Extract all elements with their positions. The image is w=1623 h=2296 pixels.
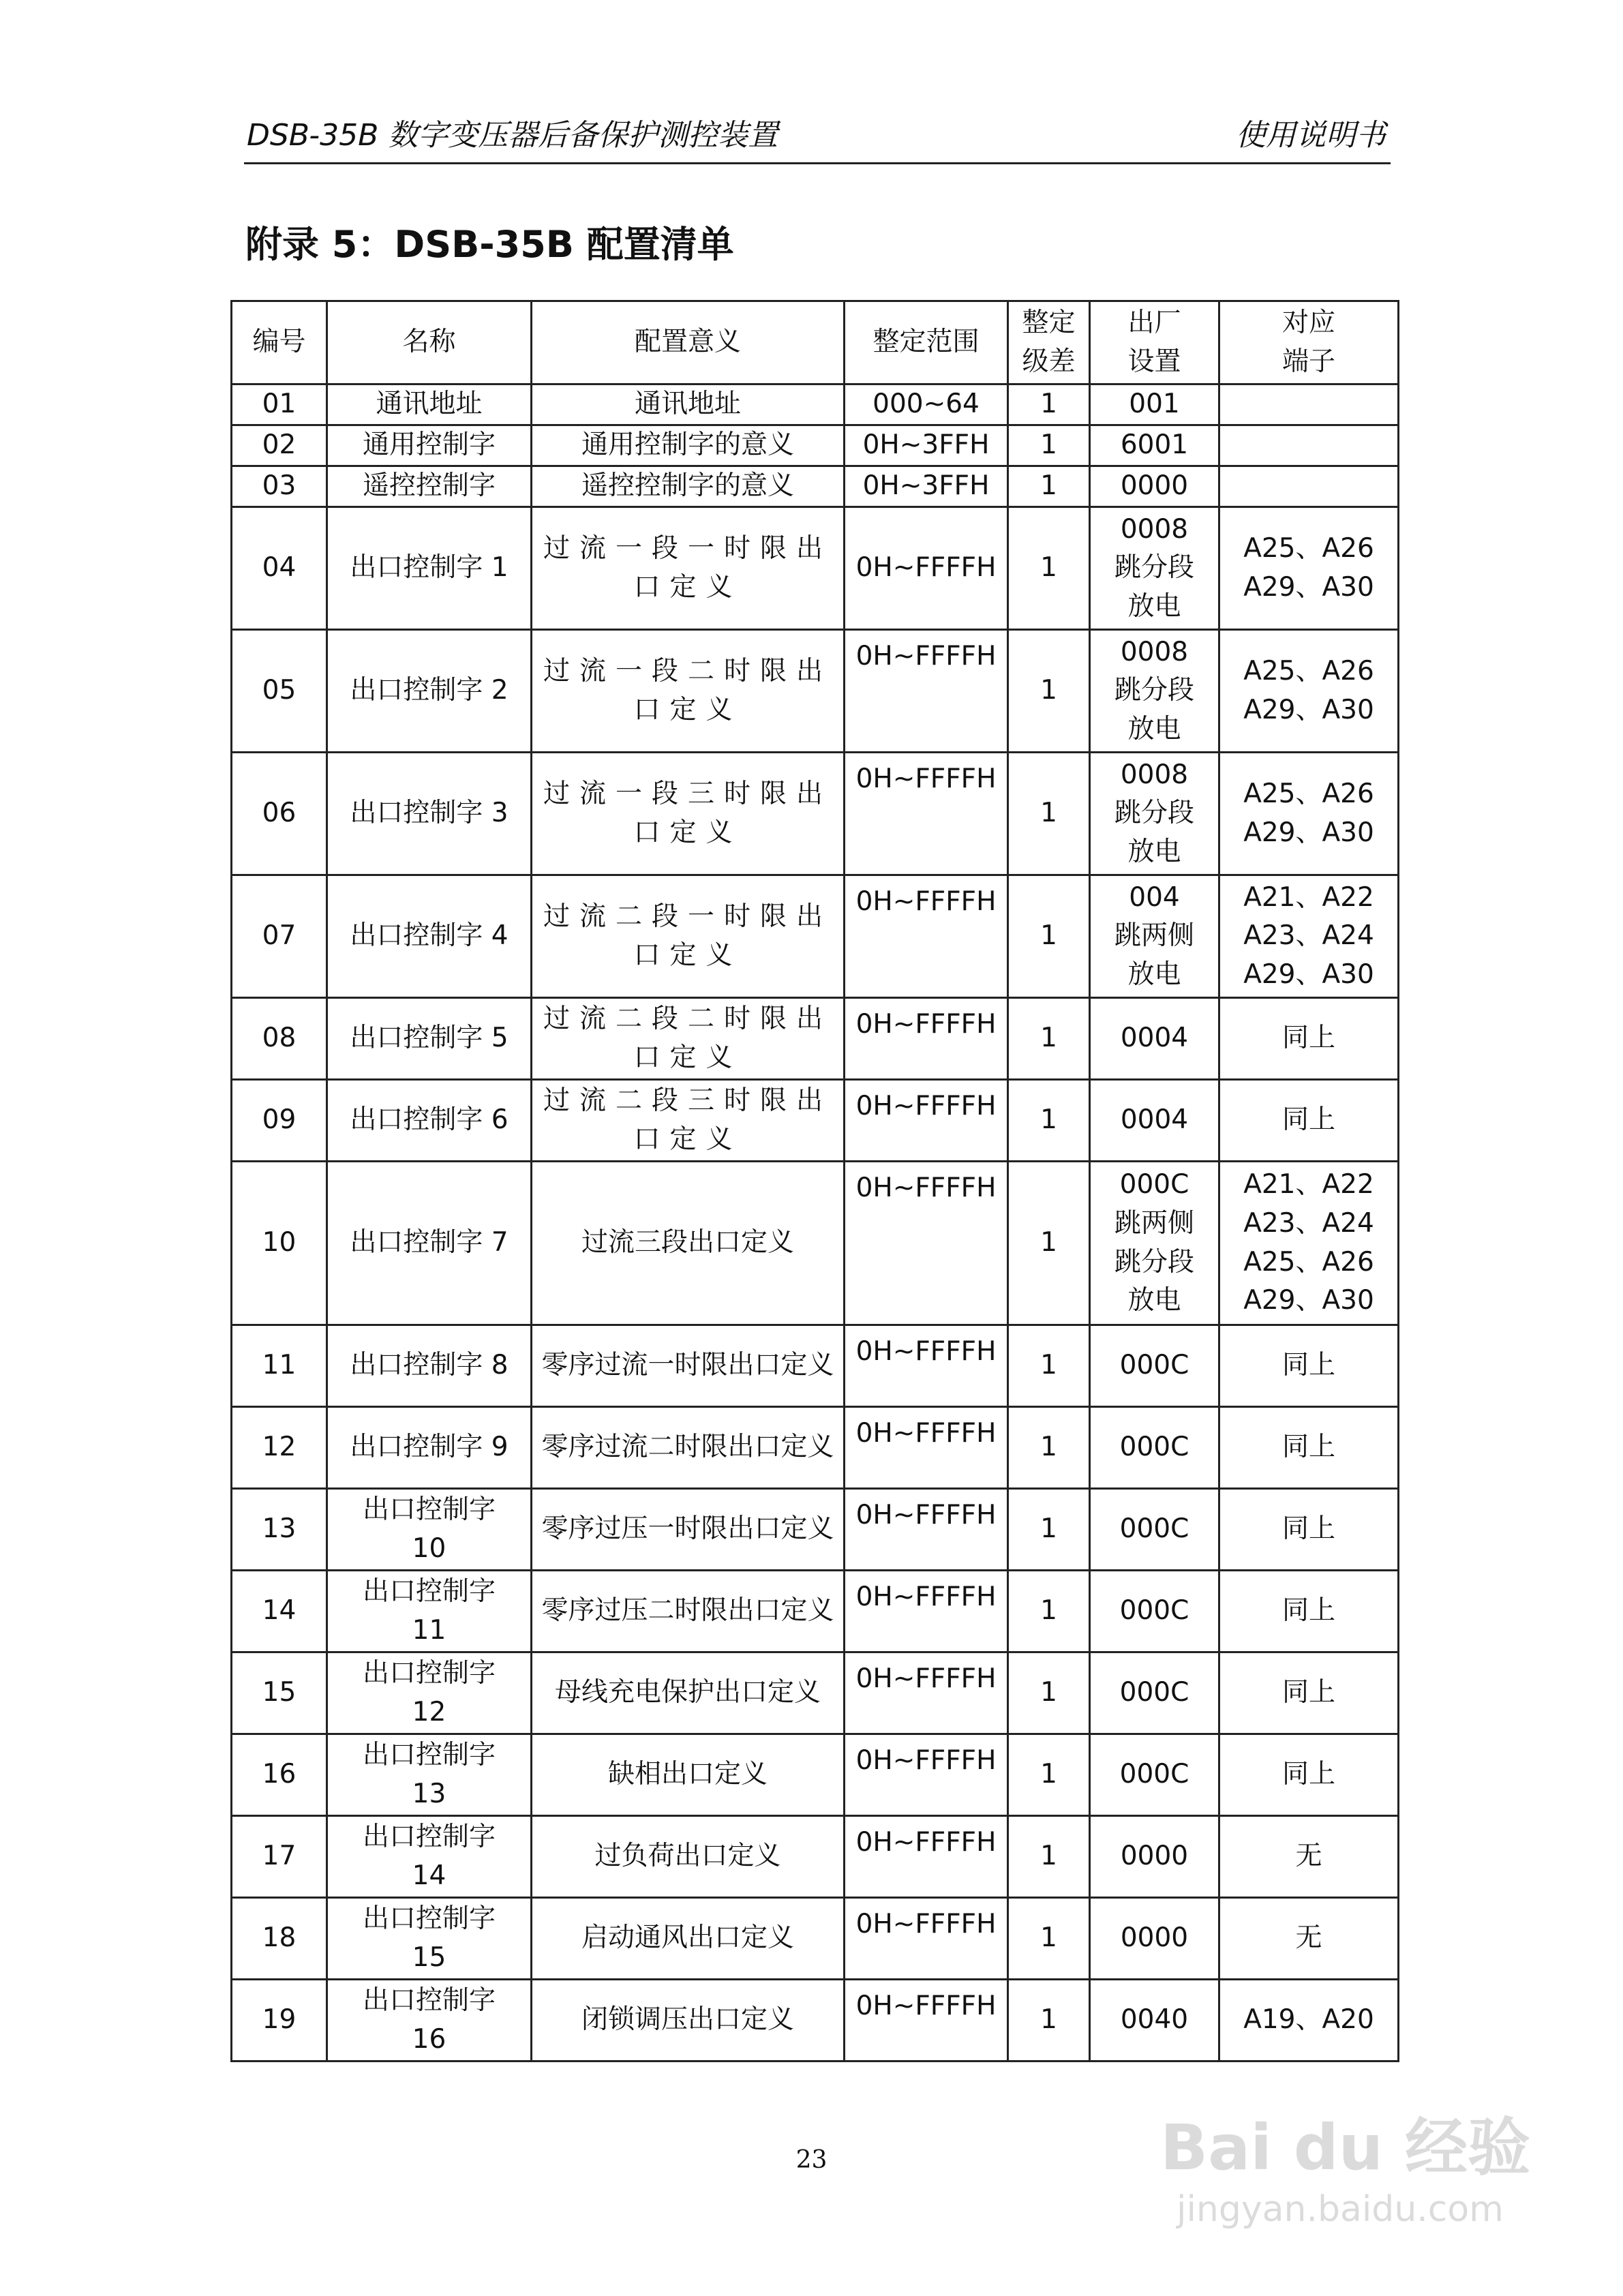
- cell-default: 0008 跳分段 放电: [1090, 507, 1219, 630]
- cell-no: 09: [232, 1080, 327, 1162]
- cell-no: 12: [232, 1407, 327, 1489]
- cell-terminal: 同上: [1219, 1734, 1399, 1816]
- cell-no: 15: [232, 1652, 327, 1734]
- cell-terminal: 同上: [1219, 1571, 1399, 1652]
- col-header-step: 整定 级差: [1008, 301, 1090, 384]
- cell-default: 004 跳两侧 放电: [1090, 875, 1219, 998]
- cell-no: 02: [232, 425, 327, 466]
- cell-step: 1: [1008, 1980, 1090, 2061]
- cell-meaning: 过流三段出口定义: [532, 1162, 845, 1325]
- cell-terminal: 同上: [1219, 1080, 1399, 1162]
- cell-name: 出口控制字 16: [327, 1980, 532, 2061]
- cell-no: 05: [232, 630, 327, 753]
- cell-terminal: 无: [1219, 1816, 1399, 1898]
- cell-default: 000C 跳两侧 跳分段 放电: [1090, 1162, 1219, 1325]
- cell-range: 0H~FFFFH: [845, 1816, 1008, 1898]
- cell-default: 0004: [1090, 998, 1219, 1080]
- cell-no: 01: [232, 384, 327, 425]
- cell-step: 1: [1008, 753, 1090, 875]
- table-row: [232, 630, 1399, 753]
- cell-range: 0H~FFFFH: [845, 753, 1008, 875]
- cell-meaning: 过流一段一时限出口定义: [532, 507, 845, 630]
- cell-default: 0000: [1090, 1816, 1219, 1898]
- cell-no: 19: [232, 1980, 327, 2061]
- cell-default: 000C: [1090, 1325, 1219, 1407]
- cell-step: 1: [1008, 630, 1090, 753]
- cell-name: 出口控制字 12: [327, 1652, 532, 1734]
- col-header-meaning: 配置意义: [532, 301, 845, 384]
- cell-default: 0008 跳分段 放电: [1090, 753, 1219, 875]
- cell-terminal: A21、A22 A23、A24 A25、A26 A29、A30: [1219, 1162, 1399, 1325]
- cell-name: 遥控控制字: [327, 466, 532, 507]
- cell-default: 0000: [1090, 466, 1219, 507]
- cell-step: 1: [1008, 1734, 1090, 1816]
- baidu-jingyan-watermark: [1152, 2093, 1534, 2243]
- cell-meaning: 母线充电保护出口定义: [532, 1652, 845, 1734]
- table-row: [232, 998, 1399, 1080]
- cell-name: 出口控制字 10: [327, 1489, 532, 1571]
- cell-no: 06: [232, 753, 327, 875]
- col-header-name: 名称: [327, 301, 532, 384]
- table-row: [232, 1734, 1399, 1816]
- cell-terminal: 同上: [1219, 998, 1399, 1080]
- cell-terminal: 同上: [1219, 1325, 1399, 1407]
- cell-range: 0H~FFFFH: [845, 1080, 1008, 1162]
- cell-range: 0H~FFFFH: [845, 1489, 1008, 1571]
- cell-step: 1: [1008, 1898, 1090, 1980]
- cell-meaning: 过流一段二时限出口定义: [532, 630, 845, 753]
- cell-step: 1: [1008, 507, 1090, 630]
- cell-range: 000~64: [845, 384, 1008, 425]
- cell-step: 1: [1008, 466, 1090, 507]
- cell-range: 0H~FFFFH: [845, 1571, 1008, 1652]
- cell-step: 1: [1008, 1816, 1090, 1898]
- cell-range: 0H~FFFFH: [845, 507, 1008, 630]
- table-row: [232, 1325, 1399, 1407]
- cell-name: 出口控制字 11: [327, 1571, 532, 1652]
- cell-default: 0004: [1090, 1080, 1219, 1162]
- table-row: [232, 1980, 1399, 2061]
- cell-meaning: 通讯地址: [532, 384, 845, 425]
- cell-meaning: 过流二段一时限出口定义: [532, 875, 845, 998]
- cell-name: 出口控制字 4: [327, 875, 532, 998]
- cell-range: 0H~FFFFH: [845, 875, 1008, 998]
- cell-range: 0H~FFFFH: [845, 998, 1008, 1080]
- cell-range: 0H~3FFH: [845, 466, 1008, 507]
- cell-no: 18: [232, 1898, 327, 1980]
- cell-range: 0H~3FFH: [845, 425, 1008, 466]
- cell-meaning: 缺相出口定义: [532, 1734, 845, 1816]
- cell-no: 13: [232, 1489, 327, 1571]
- cell-step: 1: [1008, 384, 1090, 425]
- table-row: [232, 1489, 1399, 1571]
- cell-name: 出口控制字 13: [327, 1734, 532, 1816]
- cell-no: 16: [232, 1734, 327, 1816]
- cell-meaning: 过流一段三时限出口定义: [532, 753, 845, 875]
- cell-meaning: 通用控制字的意义: [532, 425, 845, 466]
- header-divider: [244, 162, 1391, 164]
- col-header-terminal: 对应 端子: [1219, 301, 1399, 384]
- table-row: [232, 425, 1399, 466]
- cell-range: 0H~FFFFH: [845, 1325, 1008, 1407]
- col-header-no: 编号: [232, 301, 327, 384]
- cell-meaning: 闭锁调压出口定义: [532, 1980, 845, 2061]
- cell-range: 0H~FFFFH: [845, 630, 1008, 753]
- cell-step: 1: [1008, 875, 1090, 998]
- table-row: [232, 1162, 1399, 1325]
- table-row: [232, 384, 1399, 425]
- cell-terminal: A25、A26 A29、A30: [1219, 507, 1399, 630]
- table-row: [232, 466, 1399, 507]
- table-row: [232, 1652, 1399, 1734]
- cell-meaning: 遥控控制字的意义: [532, 466, 845, 507]
- cell-terminal: A25、A26 A29、A30: [1219, 753, 1399, 875]
- cell-name: 出口控制字 8: [327, 1325, 532, 1407]
- cell-range: 0H~FFFFH: [845, 1980, 1008, 2061]
- cell-range: 0H~FFFFH: [845, 1162, 1008, 1325]
- cell-range: 0H~FFFFH: [845, 1407, 1008, 1489]
- cell-meaning: 启动通风出口定义: [532, 1898, 845, 1980]
- cell-name: 通讯地址: [327, 384, 532, 425]
- cell-step: 1: [1008, 1162, 1090, 1325]
- table-row: [232, 1816, 1399, 1898]
- cell-default: 000C: [1090, 1489, 1219, 1571]
- cell-terminal: 无: [1219, 1898, 1399, 1980]
- col-header-range: 整定范围: [845, 301, 1008, 384]
- cell-range: 0H~FFFFH: [845, 1652, 1008, 1734]
- cell-terminal: A19、A20: [1219, 1980, 1399, 2061]
- cell-terminal: 同上: [1219, 1407, 1399, 1489]
- cell-meaning: 过流二段三时限出口定义: [532, 1080, 845, 1162]
- appendix-title: 附录 5：DSB-35B 配置清单: [245, 223, 734, 266]
- cell-name: 出口控制字 15: [327, 1898, 532, 1980]
- cell-range: 0H~FFFFH: [845, 1898, 1008, 1980]
- cell-default: 000C: [1090, 1407, 1219, 1489]
- col-header-default: 出厂 设置: [1090, 301, 1219, 384]
- cell-default: 0008 跳分段 放电: [1090, 630, 1219, 753]
- cell-name: 出口控制字 14: [327, 1816, 532, 1898]
- cell-default: 000C: [1090, 1571, 1219, 1652]
- cell-name: 出口控制字 3: [327, 753, 532, 875]
- cell-no: 14: [232, 1571, 327, 1652]
- table-row: [232, 875, 1399, 998]
- cell-no: 04: [232, 507, 327, 630]
- watermark-logo-text: Bai du 经验: [1160, 2111, 1531, 2184]
- cell-default: 0040: [1090, 1980, 1219, 2061]
- cell-terminal: 同上: [1219, 1652, 1399, 1734]
- cell-name: 出口控制字 6: [327, 1080, 532, 1162]
- page-number: 23: [795, 2146, 828, 2174]
- cell-meaning: 过负荷出口定义: [532, 1816, 845, 1898]
- cell-terminal: [1219, 425, 1399, 466]
- cell-no: 08: [232, 998, 327, 1080]
- cell-step: 1: [1008, 998, 1090, 1080]
- cell-no: 17: [232, 1816, 327, 1898]
- cell-step: 1: [1008, 1571, 1090, 1652]
- cell-no: 07: [232, 875, 327, 998]
- cell-no: 10: [232, 1162, 327, 1325]
- cell-terminal: [1219, 466, 1399, 507]
- cell-default: 0000: [1090, 1898, 1219, 1980]
- cell-no: 03: [232, 466, 327, 507]
- cell-name: 通用控制字: [327, 425, 532, 466]
- cell-name: 出口控制字 1: [327, 507, 532, 630]
- cell-name: 出口控制字 9: [327, 1407, 532, 1489]
- cell-step: 1: [1008, 425, 1090, 466]
- watermark-url: jingyan.baidu.com: [1177, 2189, 1504, 2230]
- cell-no: 11: [232, 1325, 327, 1407]
- cell-default: 6001: [1090, 425, 1219, 466]
- cell-meaning: 零序过流一时限出口定义: [532, 1325, 845, 1407]
- config-table: [230, 300, 1399, 2062]
- table-row: [232, 1407, 1399, 1489]
- header-document-title: DSB-35B 数字变压器后备保护测控装置: [247, 118, 778, 153]
- cell-step: 1: [1008, 1407, 1090, 1489]
- cell-name: 出口控制字 2: [327, 630, 532, 753]
- cell-meaning: 零序过压一时限出口定义: [532, 1489, 845, 1571]
- cell-terminal: A21、A22 A23、A24 A29、A30: [1219, 875, 1399, 998]
- cell-meaning: 零序过压二时限出口定义: [532, 1571, 845, 1652]
- cell-default: 001: [1090, 384, 1219, 425]
- table-row: [232, 507, 1399, 630]
- table-row: [232, 1898, 1399, 1980]
- cell-terminal: A25、A26 A29、A30: [1219, 630, 1399, 753]
- cell-default: 000C: [1090, 1652, 1219, 1734]
- cell-meaning: 零序过流二时限出口定义: [532, 1407, 845, 1489]
- cell-default: 000C: [1090, 1734, 1219, 1816]
- cell-step: 1: [1008, 1652, 1090, 1734]
- cell-name: 出口控制字 7: [327, 1162, 532, 1325]
- cell-terminal: [1219, 384, 1399, 425]
- cell-name: 出口控制字 5: [327, 998, 532, 1080]
- table-header-row: [232, 301, 1399, 384]
- table-row: [232, 1080, 1399, 1162]
- cell-step: 1: [1008, 1325, 1090, 1407]
- table-row: [232, 1571, 1399, 1652]
- cell-meaning: 过流二段二时限出口定义: [532, 998, 845, 1080]
- cell-terminal: 同上: [1219, 1489, 1399, 1571]
- cell-step: 1: [1008, 1080, 1090, 1162]
- cell-step: 1: [1008, 1489, 1090, 1571]
- table-row: [232, 753, 1399, 875]
- cell-range: 0H~FFFFH: [845, 1734, 1008, 1816]
- header-manual-label: 使用说明书: [1236, 118, 1386, 153]
